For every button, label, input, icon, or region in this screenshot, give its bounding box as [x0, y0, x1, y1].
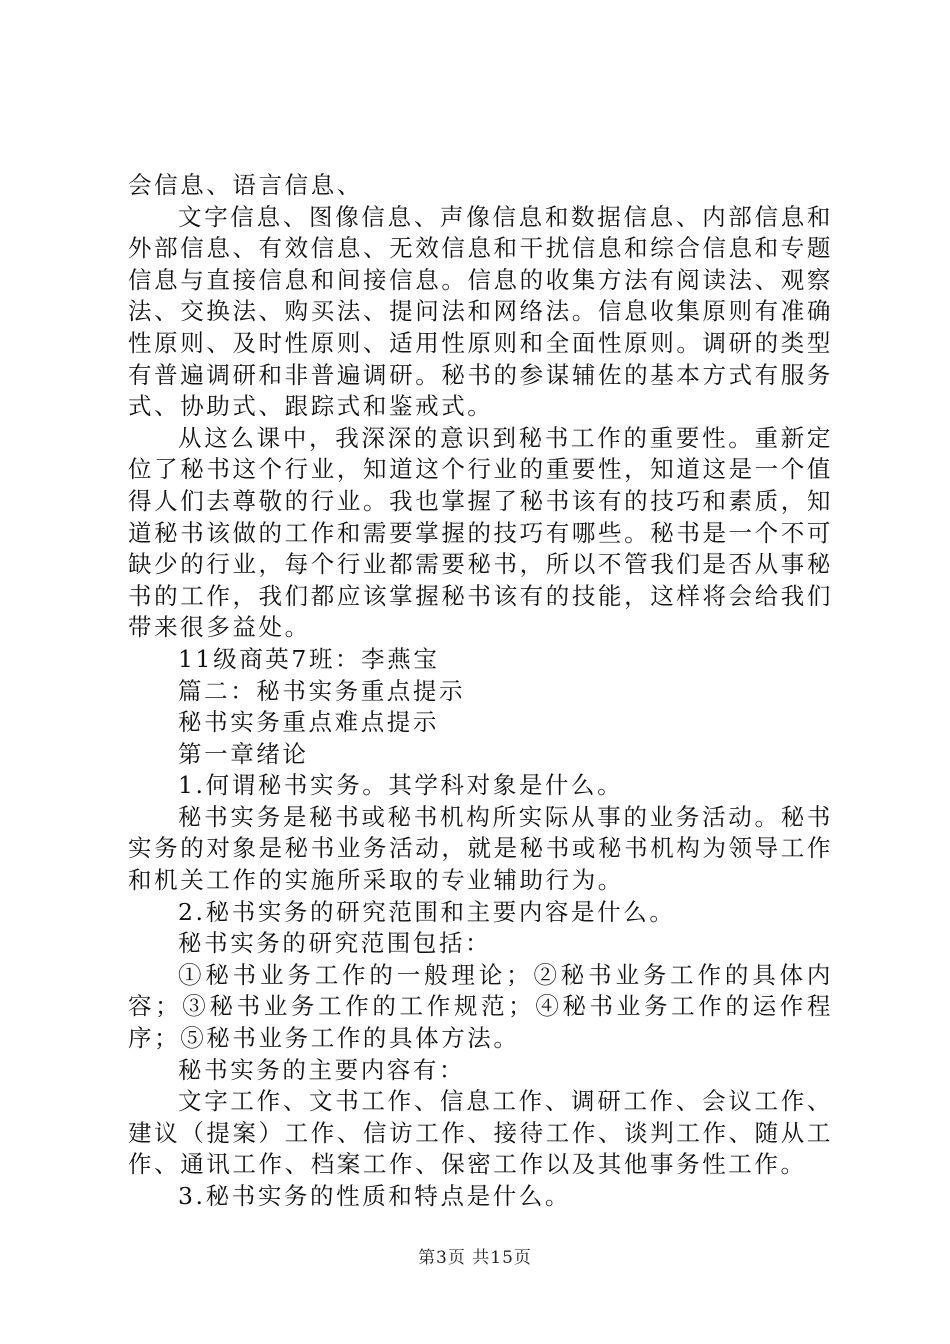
class-signature: 11级商英7班：李燕宝 — [178, 644, 440, 673]
paragraph: 从这么课中，我深深的意识到秘书工作的重要性。重新定位了秘书这个行业，知道这个行业的重要性，知道这是一个值得人们去尊敬的行业。我也掌握了秘书该有的技巧和素质，知道秘书该做的工作和需要掌握的技巧有哪些。秘书是一个不可缺少的行业，每个行业都需要秘书，所以不管我们是否从事秘书的工作，我们都应该掌握秘书该有的技能，这样将会给我们带来很多益处。 — [128, 423, 833, 642]
question: 1.何谓秘书实务。其学科对象是什么。 — [178, 771, 624, 800]
section-title: 秘书实务重点难点提示 — [178, 708, 439, 737]
question: 2.秘书实务的研究范围和主要内容是什么。 — [178, 897, 676, 926]
paragraph: 文字信息、图像信息、声像信息和数据信息、内部信息和外部信息、有效信息、无效信息和干扰信息和综合信息和专题信息与直接信息和间接信息。信息的收集方法有阅读法、观察法、交换法、购买法、提问法和网络法。信息收集原则有准确性原则、及时性原则、适用性原则和全面性原则。调研的类型有普遍调研和非普遍调研。秘书的参谋辅佐的基本方式有服务式、协助式、跟踪式和鉴戒式。 — [128, 202, 833, 421]
section-heading: 篇二：秘书实务重点提示 — [178, 676, 466, 705]
paragraph: 秘书实务的研究范围包括： — [178, 929, 492, 958]
paragraph: 秘书实务是秘书或秘书机构所实际从事的业务活动。秘书实务的对象是秘书业务活动，就是秘书或秘书机构为领导工作和机关工作的实施所采取的专业辅助行为。 — [128, 802, 833, 895]
chapter-heading: 第一章绪论 — [178, 739, 309, 768]
paragraph: 文字工作、文书工作、信息工作、调研工作、会议工作、建议（提案）工作、信访工作、接待工作、谈判工作、随从工作、通讯工作、档案工作、保密工作以及其他事务性工作。 — [128, 1087, 833, 1179]
paragraph: 秘书实务的主要内容有： — [178, 1055, 466, 1084]
paragraph: 会信息、语言信息、 — [128, 171, 363, 199]
document-body — [128, 170, 833, 1213]
page-number-footer: 第3页 共15页 — [418, 1248, 532, 1268]
question: 3.秘书实务的性质和特点是什么。 — [178, 1182, 572, 1210]
paragraph: ①秘书业务工作的一般理论；②秘书业务工作的具体内容；③秘书业务工作的工作规范；④秘书业务工作的运作程序；⑤秘书业务工作的具体方法。 — [128, 960, 833, 1053]
